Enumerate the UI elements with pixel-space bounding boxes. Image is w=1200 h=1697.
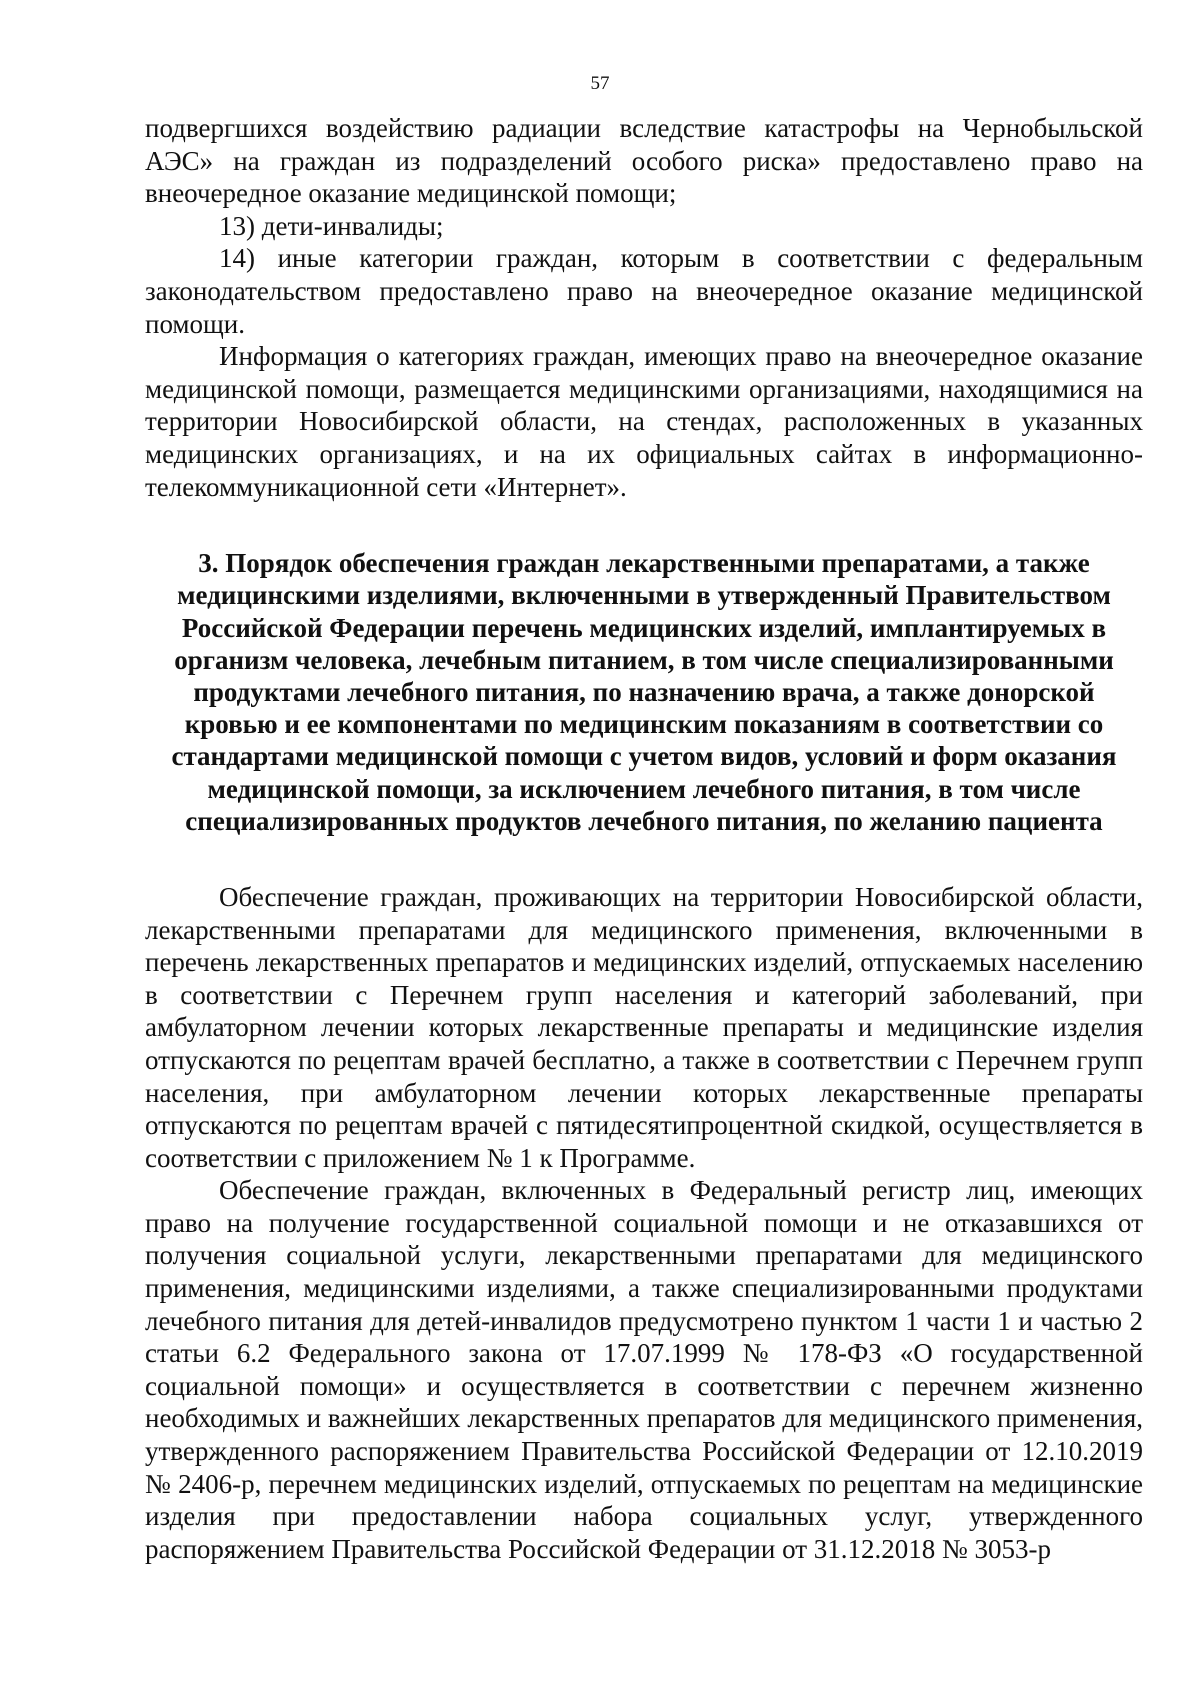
paragraph: подвергшихся воздействию радиации вследствие катастрофы на Чернобыльской АЭС» на граждан из подразделений особого риска» предоставлено право на внеочередное оказание медицинской помощи; xyxy=(145,113,1143,209)
paragraph: Обеспечение граждан, проживающих на территории Новосибирской области, лекарственными препаратами для медицинского применения, включенными в перечень лекарственных препаратов и медицинских изделий, отпускаемых населению в соответствии с Перечнем групп населения и категорий заболеваний, при амбулаторном лечении которых лекарственные препараты и медицинские изделия отпускаются по рецептам врачей бесплатно, а также в соответствии с Перечнем групп населения, при амбулаторном лечении которых лекарственные препараты отпускаются по рецептам врачей с пятидесятипроцентной скидкой, осуществляется в соответствии с приложением № 1 к Программе. xyxy=(145,881,1143,1173)
section-heading: 3. Порядок обеспечения граждан лекарственными препаратами, а также медицинскими изделиями, включенными в утвержденный Правительством Российской Федерации перечень медицинских изделий, имплантируемых в организм человека, лечебным питанием, в том числе специализированными продуктами лечебного питания, по назначению врача, а также донорской кровью и ее компонентами по медицинским показаниям в соответствии со стандартами медицинской помощи с учетом видов, условий и форм оказания медицинской помощи, за исключением лечебного питания, в том числе специализированных продуктов лечебного питания, по желанию пациента xyxy=(171,548,1117,836)
page-content xyxy=(145,112,1143,1565)
page-number: 57 xyxy=(590,73,610,94)
list-item: 14) иные категории граждан, которым в соответствии с федеральным законодательством предоставлено право на внеочередное оказание медицинской помощи. xyxy=(145,243,1143,339)
list-item: 13) дети-инвалиды; xyxy=(219,210,444,241)
paragraph: Обеспечение граждан, включенных в Федеральный регистр лиц, имеющих право на получение государственной социальной помощи и не отказавшихся от получения социальной услуги, лекарственными препаратами для медицинского применения, медицинскими изделиями, а также специализированными продуктами лечебного питания для детей-инвалидов предусмотрено пунктом 1 части 1 и частью 2 статьи 6.2 Федерального закона от 17.07.1999 № 178-ФЗ «О государственной социальной помощи» и осуществляется в соответствии с перечнем жизненно необходимых и важнейших лекарственных препаратов для медицинского применения, утвержденного распоряжением Правительства Российской Федерации от 12.10.2019 № 2406-р, перечнем медицинских изделий, отпускаемых по рецептам на медицинские изделия при предоставлении набора социальных услуг, утвержденного распоряжением Правительства Российской Федерации от 31.12.2018 № 3053-р xyxy=(145,1175,1143,1564)
paragraph: Информация о категориях граждан, имеющих право на внеочередное оказание медицинской помощи, размещается медицинскими организациями, находящимися на территории Новосибирской области, на стендах, расположенных в указанных медицинских организациях, и на их официальных сайтах в информационно-телекоммуникационной сети «Интернет». xyxy=(145,341,1143,502)
